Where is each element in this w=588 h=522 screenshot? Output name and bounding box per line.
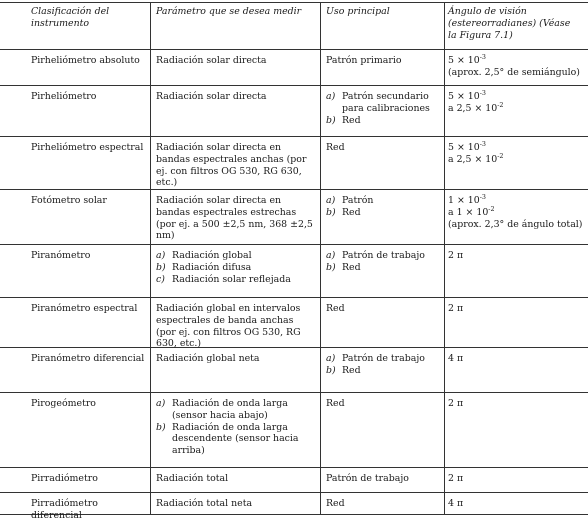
use-cell (326, 195, 438, 219)
use-list-item (326, 365, 438, 377)
parameter-list-item (156, 422, 316, 457)
angle-cell (448, 193, 583, 230)
use-item-label: b) (326, 364, 336, 376)
angle-value (448, 195, 574, 207)
parameter-list-item (156, 250, 316, 262)
instrument-name: Pirradiómetro diferencial (31, 498, 98, 521)
angle-text: 2 π (448, 303, 464, 314)
angle-cell (448, 303, 574, 315)
parameter-text: Radiación solar directa en bandas espectrales estrechas (por ej. a 500 ±2,5 nm, 368 ±2,5 nm) (156, 195, 313, 242)
parameter-item-text: Radiación de onda larga (sensor hacia abajo) (172, 398, 288, 421)
angle-value (448, 204, 574, 219)
angle-text: 4 π (448, 498, 464, 509)
use-cell (326, 473, 438, 485)
parameter-item-label: b) (156, 421, 166, 433)
angle-text: (aprox. 2,3° de ángulo total) (448, 218, 583, 230)
use-list-item (326, 207, 438, 219)
instrument-name: Pirogeómetro (31, 398, 96, 409)
instrument-name: Fotómetro solar (31, 195, 107, 206)
angle-cell (448, 53, 580, 79)
angle-base: 5 × 10 (448, 55, 480, 66)
parameter-item-label: a) (156, 398, 166, 409)
parameter-item-text: Radiación global (172, 250, 252, 261)
use-list-item (326, 262, 438, 274)
header-instrument: Clasificación del instrumento (31, 6, 110, 29)
angle-base: a 2,5 × 10 (448, 102, 498, 114)
use-text: Red (326, 303, 345, 314)
header-parameter: Parámetro que se desea medir (156, 6, 302, 17)
use-text: Red (326, 498, 345, 509)
use-cell (326, 55, 438, 67)
use-text: Red (326, 142, 345, 153)
column-rule (320, 2, 321, 514)
use-item-label: a) (326, 91, 336, 102)
angle-cell (448, 91, 574, 115)
angle-text: 2 π (448, 473, 464, 484)
instrument-name: Piranómetro espectral (31, 303, 138, 314)
angle-value (448, 100, 574, 115)
parameter-item-label: a) (156, 250, 166, 261)
table-rule (0, 392, 588, 393)
parameter-list-item (156, 398, 316, 422)
use-item-text: Red (342, 114, 361, 126)
use-item-text: Patrón (342, 195, 374, 206)
angle-value (448, 55, 574, 67)
angle-text: (aprox. 2,5° de semiángulo) (448, 66, 580, 78)
angle-value (448, 91, 574, 103)
table-rule (0, 136, 588, 137)
angle-text: 2 π (448, 398, 464, 409)
use-list-item (326, 250, 438, 262)
angle-base: a 2,5 × 10 (448, 153, 498, 165)
header-use: Uso principal (326, 6, 390, 17)
table-rule (0, 244, 588, 245)
table-rule (0, 492, 588, 493)
use-list-item (326, 195, 438, 207)
table-rule (0, 297, 588, 298)
angle-cell (448, 398, 574, 410)
use-cell (326, 303, 438, 315)
use-cell (326, 142, 438, 154)
use-list-item (326, 91, 438, 115)
parameter-text: Radiación global neta (156, 353, 260, 364)
parameter-cell (156, 498, 316, 510)
use-item-label: b) (326, 206, 336, 218)
use-item-text: Red (342, 206, 361, 218)
instrument-name: Piranómetro diferencial (31, 353, 145, 364)
parameter-cell (156, 195, 316, 242)
parameter-list-item (156, 262, 316, 274)
use-text: Red (326, 398, 345, 409)
instrument-name: Pirradiómetro (31, 473, 98, 484)
instrument-name: Pirheliómetro espectral (31, 142, 144, 153)
parameter-item-label: b) (156, 261, 166, 273)
table-rule (0, 2, 588, 3)
use-cell (326, 398, 438, 410)
parameter-text: Radiación total (156, 473, 229, 484)
angle-exponent: -3 (479, 53, 486, 61)
parameter-cell (156, 91, 316, 103)
column-rule (444, 2, 445, 514)
parameter-text: Radiación total neta (156, 498, 253, 509)
angle-value (448, 151, 574, 166)
use-item-label: a) (326, 353, 336, 364)
use-cell (326, 498, 438, 510)
parameter-cell (156, 303, 316, 350)
use-list-item (326, 115, 438, 127)
parameter-list-item (156, 274, 316, 286)
use-item-label: b) (326, 261, 336, 273)
parameter-text: Radiación solar directa (156, 55, 267, 66)
parameter-item-text: Radiación solar reflejada (172, 273, 291, 285)
use-item-text: Red (342, 364, 361, 376)
angle-base: 5 × 10 (448, 142, 480, 153)
column-rule (150, 2, 151, 514)
angle-value (448, 142, 574, 154)
angle-base: 5 × 10 (448, 91, 480, 102)
angle-exponent: -2 (497, 100, 504, 109)
table-rule (0, 85, 588, 86)
use-item-label: a) (326, 195, 336, 206)
use-text: Patrón de trabajo (326, 473, 409, 484)
use-list-item (326, 353, 438, 365)
use-item-text: Patrón de trabajo (342, 250, 425, 261)
parameter-text: Radiación solar directa (156, 91, 267, 102)
use-text: Patrón primario (326, 55, 402, 66)
use-item-text: Patrón secundario para calibraciones (342, 91, 430, 114)
use-item-text: Patrón de trabajo (342, 353, 425, 364)
use-cell (326, 250, 438, 274)
parameter-cell (156, 353, 316, 365)
angle-cell (448, 250, 574, 262)
use-cell (326, 353, 438, 377)
parameter-text: Radiación global en intervalos espectrales de banda anchas (por ej. con filtros OG 530, RG 630, etc.) (156, 303, 301, 350)
instrument-name: Pirheliómetro absoluto (31, 55, 140, 66)
parameter-cell (156, 55, 316, 67)
angle-exponent: -3 (479, 140, 486, 148)
angle-cell (448, 353, 574, 365)
parameter-item-label: c) (156, 273, 165, 285)
table-rule (0, 467, 588, 468)
header-angle: Ángulo de visión (estereorradianes) (Véase la Figura 7.1) (448, 6, 571, 41)
parameter-cell (156, 250, 316, 285)
angle-base: 1 × 10 (448, 195, 480, 206)
angle-exponent: -2 (497, 151, 504, 160)
use-cell (326, 91, 438, 126)
angle-exponent: -3 (479, 89, 486, 97)
angle-text: 2 π (448, 250, 464, 261)
table-rule (0, 49, 588, 50)
use-item-text: Red (342, 261, 361, 273)
instrument-name: Piranómetro (31, 250, 91, 261)
parameter-cell (156, 398, 316, 457)
parameter-cell (156, 473, 316, 485)
instrument-name: Pirheliómetro (31, 91, 97, 102)
angle-cell (448, 142, 574, 166)
angle-exponent: -3 (479, 193, 486, 201)
parameter-item-text: Radiación de onda larga descendente (sensor hacia arriba) (172, 421, 299, 457)
angle-text: 4 π (448, 353, 464, 364)
parameter-cell (156, 142, 316, 189)
angle-cell (448, 473, 574, 485)
use-item-label: b) (326, 114, 336, 126)
parameter-item-text: Radiación difusa (172, 261, 252, 273)
angle-base: a 1 × 10 (448, 206, 489, 218)
use-item-label: a) (326, 250, 336, 261)
angle-exponent: -2 (488, 204, 495, 213)
angle-cell (448, 498, 574, 510)
parameter-text: Radiación solar directa en bandas espectrales anchas (por ej. con filtros OG 530, RG 630, etc.) (156, 142, 307, 189)
